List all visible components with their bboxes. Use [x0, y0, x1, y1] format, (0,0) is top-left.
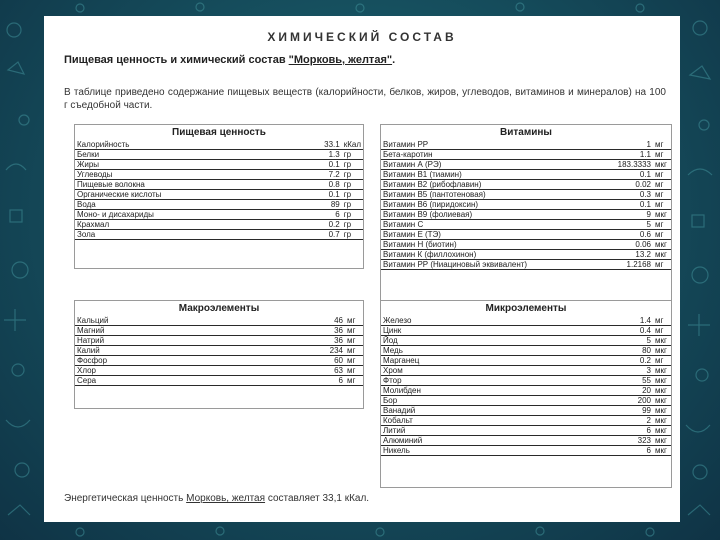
table-row — [381, 376, 671, 386]
nutrient-unit: гр — [342, 210, 363, 220]
nutrient-unit: мг — [345, 336, 363, 346]
nutrient-value: 0.3 — [598, 190, 653, 200]
nutrient-unit: мг — [653, 150, 671, 160]
nutrient-unit: мкг — [653, 406, 671, 416]
nutrient-value: 234 — [256, 346, 345, 356]
nutrient-name: Жиры — [75, 160, 293, 170]
nutrient-value: 0.4 — [575, 326, 653, 336]
energy-footer — [64, 493, 369, 504]
nutrient-value: 6 — [256, 376, 345, 386]
table-row — [381, 346, 671, 356]
table-row — [75, 200, 363, 210]
nutrient-name: Кальций — [75, 316, 256, 326]
macro-table — [75, 316, 363, 386]
nutrient-unit: мкг — [653, 426, 671, 436]
table-row — [381, 426, 671, 436]
nutrient-name: Сера — [75, 376, 256, 386]
nutrient-value: 5 — [575, 336, 653, 346]
subtitle-text: Пищевая ценность и химический состав — [64, 54, 289, 66]
table-row — [75, 220, 363, 230]
nutrient-value: 55 — [575, 376, 653, 386]
table-row — [75, 170, 363, 180]
table-row — [381, 326, 671, 336]
nutrient-value: 36 — [256, 336, 345, 346]
table-row — [75, 140, 363, 150]
nutrient-unit: мг — [653, 230, 671, 240]
nutrient-unit: мг — [653, 260, 671, 270]
nutrient-unit: мг — [345, 326, 363, 336]
nutrient-value: 200 — [575, 396, 653, 406]
nutrient-name: Кобальт — [381, 416, 575, 426]
table-row — [75, 160, 363, 170]
nutrient-value: 323 — [575, 436, 653, 446]
nutrient-unit: мкг — [653, 396, 671, 406]
nutrient-value: 20 — [575, 386, 653, 396]
document-page — [44, 16, 680, 522]
table-row — [381, 356, 671, 366]
table-row — [381, 316, 671, 326]
nutrient-name: Хлор — [75, 366, 256, 376]
nutrient-unit: мг — [653, 170, 671, 180]
nutrient-value: 0.2 — [293, 220, 341, 230]
nutrient-value: 0.2 — [575, 356, 653, 366]
macro-panel — [74, 300, 364, 409]
nutrient-name: Фосфор — [75, 356, 256, 366]
nutrient-unit: мг — [653, 180, 671, 190]
nutrition-heading: Пищевая ценность — [172, 127, 266, 138]
table-row — [381, 140, 671, 150]
nutrient-name: Моно- и дисахариды — [75, 210, 293, 220]
footer-product-link[interactable]: Морковь, желтая — [186, 493, 266, 504]
nutrient-name: Фтор — [381, 376, 575, 386]
table-row — [75, 316, 363, 326]
nutrient-name: Железо — [381, 316, 575, 326]
nutrient-value: 0.8 — [293, 180, 341, 190]
nutrient-unit: мг — [345, 316, 363, 326]
nutrient-unit: мкг — [653, 436, 671, 446]
table-row — [381, 446, 671, 456]
nutrient-name: Никель — [381, 446, 575, 456]
nutrient-unit: мкг — [653, 160, 671, 170]
nutrient-unit: гр — [342, 170, 363, 180]
nutrient-value: 99 — [575, 406, 653, 416]
nutrient-name: Бор — [381, 396, 575, 406]
nutrient-name: Витамин Е (ТЭ) — [381, 230, 598, 240]
table-row — [75, 180, 363, 190]
nutrient-name: Ванадий — [381, 406, 575, 416]
nutrient-unit: гр — [342, 180, 363, 190]
nutrient-unit: мкг — [653, 250, 671, 260]
table-row — [381, 336, 671, 346]
footer-text-end: составляет 33,1 кКал. — [265, 493, 370, 504]
nutrient-unit: мг — [345, 376, 363, 386]
table-row — [75, 366, 363, 376]
vitamins-heading: Витамины — [500, 127, 552, 138]
nutrient-unit: мг — [653, 316, 671, 326]
nutrient-name: Органические кислоты — [75, 190, 293, 200]
vitamins-table — [381, 140, 671, 270]
table-row — [381, 230, 671, 240]
nutrient-unit: гр — [342, 160, 363, 170]
nutrient-name: Натрий — [75, 336, 256, 346]
nutrient-unit: мкг — [653, 210, 671, 220]
nutrient-name: Цинк — [381, 326, 575, 336]
nutrient-name: Калий — [75, 346, 256, 356]
nutrient-name: Литий — [381, 426, 575, 436]
product-link[interactable]: "Морковь, желтая" — [288, 54, 393, 66]
nutrient-unit: мкг — [653, 446, 671, 456]
table-row — [381, 406, 671, 416]
nutrient-unit: мг — [653, 190, 671, 200]
nutrient-value: 1.4 — [575, 316, 653, 326]
table-row — [75, 190, 363, 200]
nutrient-unit: мг — [653, 220, 671, 230]
table-row — [381, 150, 671, 160]
nutrient-name: Витамин В1 (тиамин) — [381, 170, 598, 180]
nutrient-unit: гр — [342, 150, 363, 160]
nutrient-unit: гр — [342, 190, 363, 200]
nutrient-name: Пищевые волокна — [75, 180, 293, 190]
table-row — [381, 240, 671, 250]
nutrient-name: Витамин В2 (рибофлавин) — [381, 180, 598, 190]
nutrient-value: 6 — [575, 426, 653, 436]
nutrient-name: Витамин В5 (пантотеновая) — [381, 190, 598, 200]
micro-panel — [380, 300, 672, 488]
nutrition-panel — [74, 124, 364, 269]
table-row — [381, 250, 671, 260]
nutrient-name: Молибден — [381, 386, 575, 396]
nutrient-name: Вода — [75, 200, 293, 210]
nutrient-value: 7.2 — [293, 170, 341, 180]
nutrient-value: 3 — [575, 366, 653, 376]
nutrient-value: 46 — [256, 316, 345, 326]
table-row — [75, 210, 363, 220]
nutrient-name: Витамин PP — [381, 140, 598, 150]
nutrient-value: 1.1 — [598, 150, 653, 160]
nutrient-name: Белки — [75, 150, 293, 160]
nutrient-name: Магний — [75, 326, 256, 336]
table-row — [75, 150, 363, 160]
nutrient-value: 0.1 — [598, 170, 653, 180]
nutrient-value: 0.1 — [293, 190, 341, 200]
nutrient-unit: мг — [345, 346, 363, 356]
nutrient-value: 63 — [256, 366, 345, 376]
nutrient-unit: мкг — [653, 346, 671, 356]
nutrient-value: 5 — [598, 220, 653, 230]
nutrient-name: Углеводы — [75, 170, 293, 180]
nutrient-value: 36 — [256, 326, 345, 336]
table-row — [75, 356, 363, 366]
nutrient-name: Крахмал — [75, 220, 293, 230]
nutrient-name: Марганец — [381, 356, 575, 366]
nutrient-value: 2 — [575, 416, 653, 426]
nutrient-name: Хром — [381, 366, 575, 376]
table-row — [381, 180, 671, 190]
micro-heading: Микроэлементы — [485, 303, 567, 314]
table-row — [75, 346, 363, 356]
nutrient-value: 9 — [598, 210, 653, 220]
nutrient-value: 1.3 — [293, 150, 341, 160]
nutrient-value: 33.1 — [293, 140, 341, 150]
nutrient-name: Витамин C — [381, 220, 598, 230]
table-row — [381, 200, 671, 210]
nutrient-value: 80 — [575, 346, 653, 356]
table-row — [75, 230, 363, 240]
nutrient-unit: гр — [342, 200, 363, 210]
nutrient-unit: мкг — [653, 416, 671, 426]
nutrient-value: 1.2168 — [598, 260, 653, 270]
nutrient-name: Алюминий — [381, 436, 575, 446]
nutrient-name: Бета-каротин — [381, 150, 598, 160]
nutrient-value: 0.1 — [598, 200, 653, 210]
nutrient-unit: мг — [653, 326, 671, 336]
nutrient-value: 60 — [256, 356, 345, 366]
nutrient-value: 0.6 — [598, 230, 653, 240]
table-row — [381, 220, 671, 230]
page-subtitle — [64, 54, 395, 66]
table-row — [381, 190, 671, 200]
nutrient-name: Витамин А (РЭ) — [381, 160, 598, 170]
nutrient-unit: мкг — [653, 386, 671, 396]
micro-table — [381, 316, 671, 456]
table-row — [381, 396, 671, 406]
nutrient-value: 6 — [575, 446, 653, 456]
nutrient-unit: гр — [342, 220, 363, 230]
vitamins-panel — [380, 124, 672, 303]
table-row — [75, 326, 363, 336]
nutrient-unit: мкг — [653, 336, 671, 346]
nutrient-value: 13.2 — [598, 250, 653, 260]
table-row — [381, 160, 671, 170]
table-row — [381, 260, 671, 270]
nutrient-name: Витамин Н (биотин) — [381, 240, 598, 250]
nutrition-table — [75, 140, 363, 240]
nutrient-unit: мкг — [653, 240, 671, 250]
intro-paragraph: В таблице приведено содержание пищевых веществ (калорийности, белков, жиров, углеводов, витаминов и минералов) на 100 г съедобной части. — [64, 87, 666, 111]
nutrient-value: 1 — [598, 140, 653, 150]
table-row — [381, 366, 671, 376]
nutrient-value: 0.02 — [598, 180, 653, 190]
table-row — [75, 376, 363, 386]
subtitle-period: . — [392, 54, 396, 66]
table-row — [381, 170, 671, 180]
nutrient-value: 6 — [293, 210, 341, 220]
nutrient-unit: мкг — [653, 376, 671, 386]
nutrient-value: 0.1 — [293, 160, 341, 170]
nutrient-name: Йод — [381, 336, 575, 346]
nutrient-name: Зола — [75, 230, 293, 240]
nutrient-name: Витамин К (филлохинон) — [381, 250, 598, 260]
nutrient-unit: мг — [653, 140, 671, 150]
page-title: ХИМИЧЕСКИЙ СОСТАВ — [267, 30, 457, 44]
nutrient-name: Медь — [381, 346, 575, 356]
macro-heading: Макроэлементы — [178, 303, 260, 314]
nutrient-unit: мг — [345, 356, 363, 366]
table-row — [381, 386, 671, 396]
nutrient-unit: мг — [653, 356, 671, 366]
nutrient-name: Витамин В6 (пиридоксин) — [381, 200, 598, 210]
footer-text: Энергетическая ценность — [64, 493, 187, 504]
nutrient-unit: мг — [345, 366, 363, 376]
table-row — [75, 336, 363, 346]
nutrient-value: 0.7 — [293, 230, 341, 240]
nutrient-unit: мг — [653, 200, 671, 210]
table-row — [381, 416, 671, 426]
nutrient-name: Витамин РР (Ниациновый эквивалент) — [381, 260, 598, 270]
nutrient-name: Калорийность — [75, 140, 293, 150]
table-row — [381, 210, 671, 220]
nutrient-unit: гр — [342, 230, 363, 240]
nutrient-value: 89 — [293, 200, 341, 210]
nutrient-unit: мкг — [653, 366, 671, 376]
nutrient-name: Витамин В9 (фолиевая) — [381, 210, 598, 220]
nutrient-unit: кКал — [343, 140, 361, 149]
nutrient-value: 0.06 — [598, 240, 653, 250]
nutrient-value: 183.3333 — [598, 160, 653, 170]
table-row — [381, 436, 671, 446]
